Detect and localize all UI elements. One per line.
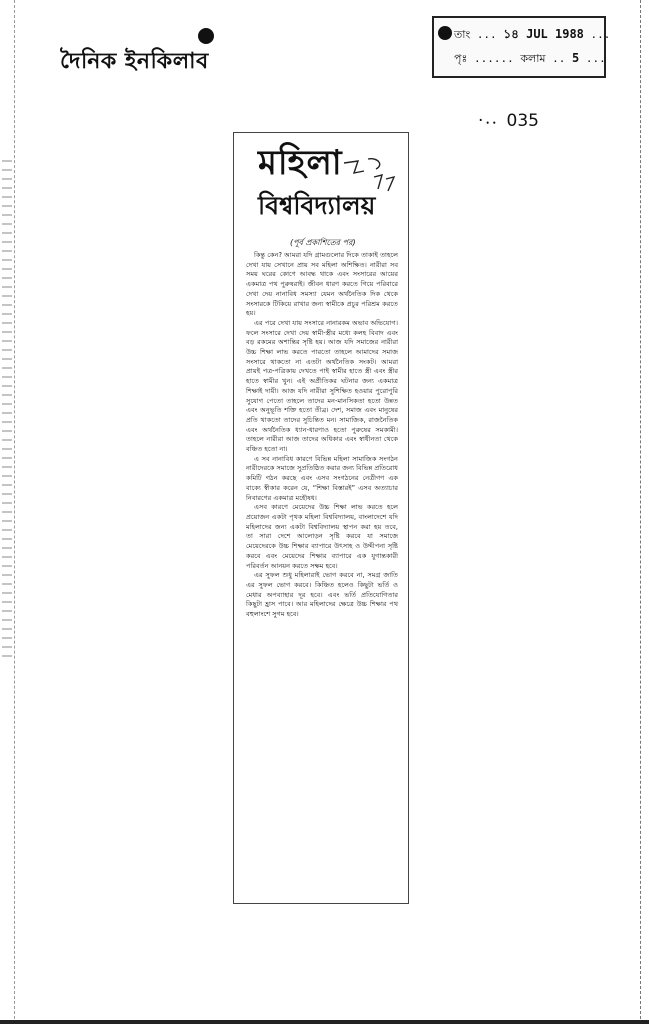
page-number: ·⸳⸳ 035 [478,111,539,131]
stamp-date-label: তাং [454,28,471,41]
stamp-date-row: তাং ... ১৪ JUL 1988 ... [454,27,611,41]
handwritten-annotation-icon [338,155,396,199]
page-number-value: 035 [506,111,539,131]
article-paragraph: এর সুফল শুধু মহিলারাই ভোগ করবে না, সমগ্র জাতি এর সুফল ভোগ করবে। কিঞ্চিত হলেও কিছুটা ভর্তি ও মেধার অপব্যাহার দূর হবে। এবং ভর্তি প্রতিযোগিতার কিছুটা হ্রাস পাবে। আর মহিলাদের ক্ষেত্রে উচ্চ শিক্ষার পথ বহুলাংশে সুগম হবে। [246,571,398,619]
article-title-line2: বিশ্ববিদ্যালয় [258,191,376,220]
archive-stamp [432,16,611,78]
article-paragraph: কিন্তু কেন? আমরা যদি গ্রামগুলোর দিকে তাকাই তাহলে দেখা যায় সেখানে প্রায় সব মহিলা অশিক্ষিত। নারীরা সব সময় ঘরের কোণে আবদ্ধ থাকে এবং সংসারের আয়ের একমাত্র পথ পুরুষরাই। জীবন ধারণ করতে গিয়ে পরিবারে দেখা দেয় নানাবিধ সমস্যা যেমন অর্থনৈতিক দিক থেকে সংসারকে টিকিয়ে রাখার জন্য স্বামীকে প্রচুর পরিশ্রম করতে হয়। [246,251,398,318]
article-paragraph: এ সব নানাবিধ কারণে বিভিন্ন মহিলা সামাজিক সংগঠন নারীদেরকে সমাজে সুপ্রতিষ্ঠিত করার জন্য বিভিন্ন প্রতিরোধ কমিটি গঠন করছে এবং এসব সংগঠনের নেত্রীগণ এক বাক্যে স্বীকার করেন যে, “শিক্ষা বিস্তারই” এসব অত্যাচার নিবারণের একমাত্র মহৌষধ। [246,454,398,502]
scan-noise [2,160,12,660]
scan-bottom-edge [0,1020,649,1024]
scan-right-margin [640,0,649,1024]
stamp-column-label: কলাম [520,52,546,65]
punch-hole-icon [198,28,214,44]
stamp-column-value: 5 [572,51,580,65]
article-paragraph: এর পরে দেখা যায় সংসারে নানারকম অভাব অভিযোগ। ফলে সংসারে দেখা দেয় স্বামী-স্ত্রীর মধ্যে কলহ বিবাদ এবং বড় রকমের অশান্তির সৃষ্টি হয়। আজ যদি সমাজের নারীরা উচ্চ শিক্ষা লাভ করতে পারতো তাহলে আমাদের সমাজ সংসারে থাকতো না এতটা অর্থনৈতিক সংকট। আমরা প্রায়ই পত্র-পত্রিকায় দেখতে পাই স্বামীর হাতে স্ত্রী এবং স্ত্রীর হাতে স্বামীর খুন। এই অপ্রীতিকর ঘটনার জন্য একমাত্র শিক্ষাই দায়ী। আজ যদি নারীরা সুশিক্ষিত হওয়ার পুরোপুরি সুযোগ পেতো তাহলে তাদের মন-মানসিকতা হতো উন্নত এবং অনুভূতি শক্তি হতো তীব্র। দেশ, সমাজ এবং মানুষের প্রতি থাকতো তাদের সুচিন্তিত মন। সামাজিক, রাজনৈতিক এবং অর্থনৈতিক ধ্যান-ধারণাও হতো পুরুষের সমকামী। তাহলে নারীরা আজ তাদের অধিকার এবং স্বাধীনতা থেকে বঞ্চিত হতো না। [246,318,398,454]
stamp-dot-icon [438,26,452,40]
stamp-page-label: পৃঃ [454,52,468,65]
scan-left-margin [0,0,15,1024]
newspaper-clipping [233,132,409,904]
newspaper-name: দৈনিক ইনকিলাব [60,48,209,74]
article-subtitle: (পূর্ব প্রকাশিতের পর) [290,238,356,247]
stamp-page-row: পৃঃ ...... কলাম .. 5 ... [454,51,606,65]
stamp-date-value: ১৪ JUL 1988 [503,27,584,41]
article-paragraph: এসব কারণে মেয়েদের উচ্চ শিক্ষা লাভ করতে হলে প্রয়োজন একটা পৃথক মহিলা বিশ্ববিদ্যালয়, বাংলাদেশে যদি মহিলাদের জন্য একটা বিশ্ববিদ্যালয় স্থাপন করা হয় তবে, তা সারা দেশে আলোড়ন সৃষ্টি করবে যা সমাজে মেয়েদেরকে উচ্চ শিক্ষার ব্যাপারে উৎসাহ ও উদ্দীপনা সৃষ্টি করবে এবং মেয়েদের শিক্ষার ব্যাপারে এক যুগান্তকারী পরিবর্তন আনয়ন করতে সক্ষম হবে। [246,503,398,570]
article-title-line1: মহিলা [258,143,343,183]
article-body [246,251,398,620]
